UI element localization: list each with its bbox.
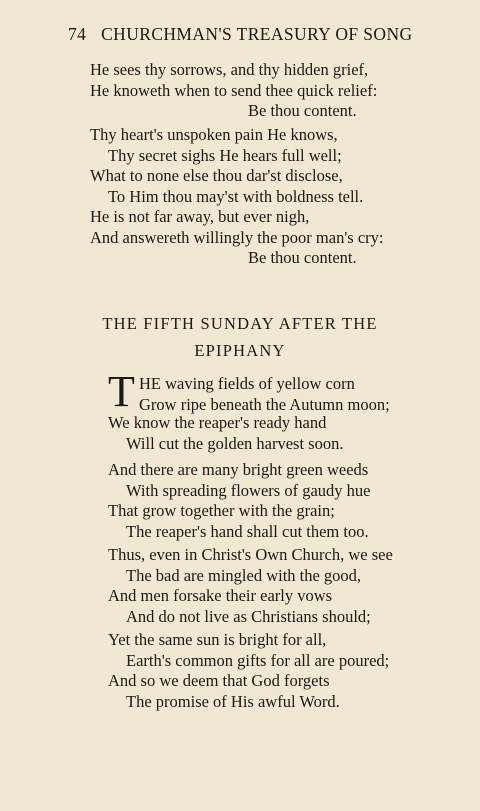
stanza — [108, 460, 370, 542]
verse-line: Will cut the golden harvest soon. — [126, 433, 344, 453]
verse-line: Yet the same sun is bright for all, — [108, 630, 327, 649]
refrain-line: Be thou content. — [248, 101, 357, 120]
drop-cap: T — [108, 367, 135, 416]
verse-line: He sees thy sorrows, and thy hidden grief, — [90, 60, 369, 79]
stanza — [90, 60, 377, 122]
verse-line: Thus, even in Christ's Own Church, we see — [108, 545, 393, 564]
stanza — [108, 545, 393, 627]
section-title-line-2: EPIPHANY — [194, 341, 286, 360]
verse-line: Earth's common gifts for all are poured; — [126, 650, 390, 670]
verse-line: What to none else thou dar'st disclose, — [90, 166, 343, 185]
verse-line: And do not live as Christians should; — [126, 606, 371, 626]
verse-line: And answereth willingly the poor man's cry: — [90, 227, 384, 247]
stanza-continued — [108, 413, 343, 454]
verse-line: He is not far away, but ever nigh, — [90, 207, 310, 226]
verse-line: He knoweth when to send thee quick relief: — [90, 80, 378, 100]
verse-line: That grow together with the grain; — [108, 501, 335, 520]
verse-line: The reaper's hand shall cut them too. — [126, 521, 369, 541]
stanza — [108, 630, 389, 712]
verse-line: With spreading flowers of gaudy hue — [126, 480, 371, 500]
verse-line: And so we deem that God forgets — [108, 671, 330, 690]
running-header — [68, 24, 413, 45]
running-title: CHURCHMAN'S TREASURY OF SONG — [101, 24, 413, 44]
verse-line: To Him thou may'st with boldness tell. — [108, 186, 364, 206]
verse-line: And men forsake their early vows — [108, 586, 333, 605]
verse-line: Grow ripe beneath the Autumn moon; — [139, 394, 390, 414]
page-number: 74 — [68, 24, 87, 44]
stanza — [90, 125, 384, 269]
stanza — [90, 367, 390, 416]
verse-line: HE waving fields of yellow corn — [139, 374, 355, 393]
verse-line: The bad are mingled with the good, — [126, 565, 362, 585]
verse-line: And there are many bright green weeds — [108, 460, 369, 479]
verse-line: We know the reaper's ready hand — [108, 413, 327, 432]
refrain-line: Be thou content. — [248, 248, 357, 267]
section-title-line-1: THE FIFTH SUNDAY AFTER THE — [102, 314, 378, 333]
verse-line: Thy heart's unspoken pain He knows, — [90, 125, 338, 144]
verse-line: The promise of His awful Word. — [126, 691, 340, 711]
verse-line: Thy secret sighs He hears full well; — [108, 145, 342, 165]
